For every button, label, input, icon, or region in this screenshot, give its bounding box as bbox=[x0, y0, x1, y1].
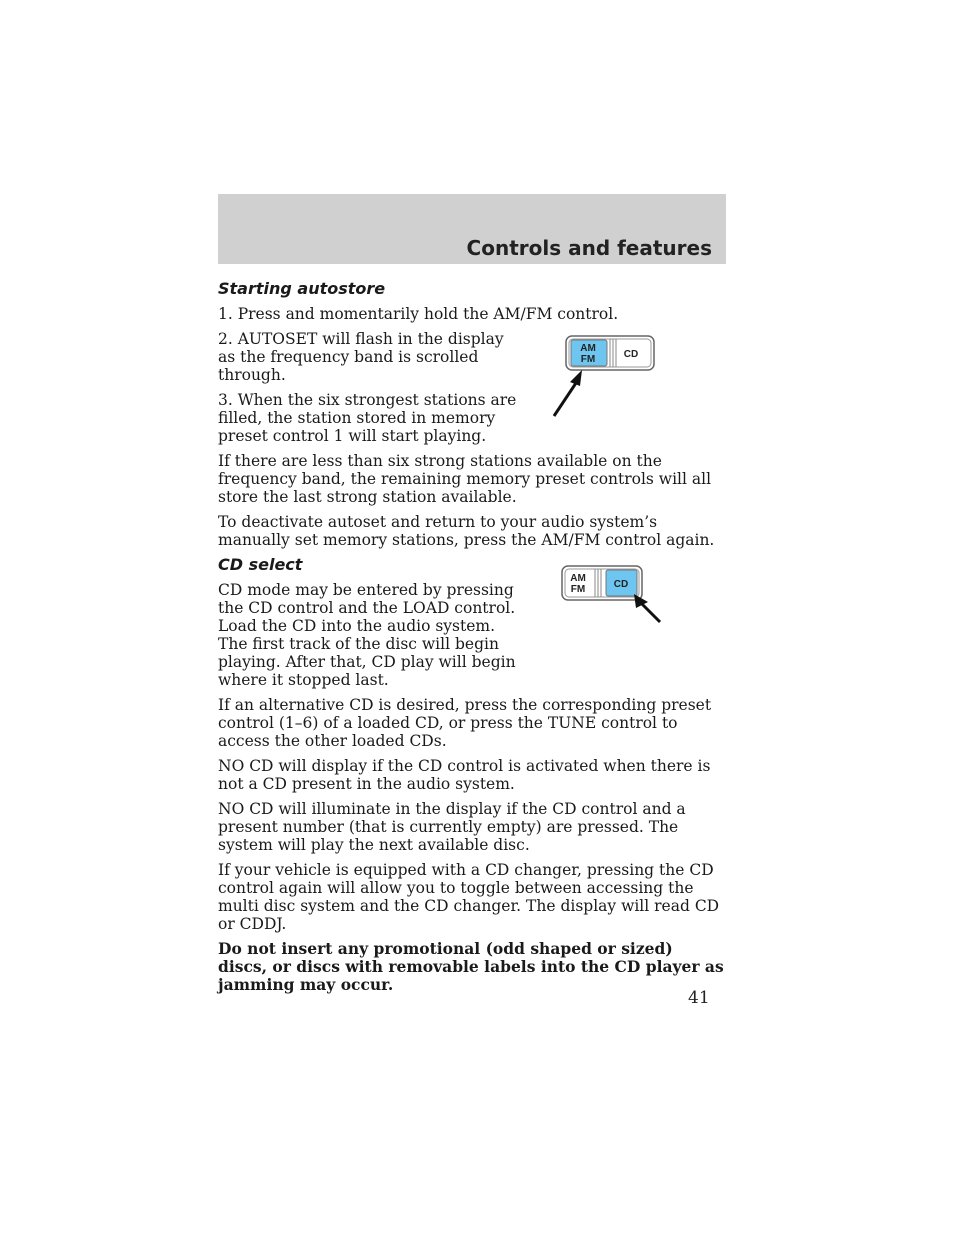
step-3: 3. When the six strongest stations are filled, the station stored in memory preset control 1 will start playing. bbox=[218, 391, 517, 445]
am-label: AM bbox=[570, 573, 586, 584]
fm-label: FM bbox=[580, 354, 596, 365]
pointer-arrow-shaft bbox=[554, 380, 578, 416]
pointer-arrow-icon bbox=[570, 370, 582, 386]
section-title: Controls and features bbox=[466, 236, 712, 260]
paragraph-cd-mode: CD mode may be entered by pressing the CD control and the LOAD control. Load the CD into the audio system. The first track of the disc will begin playing. After that, CD play will begin where it stopped last. bbox=[218, 581, 516, 689]
cd-label: CD bbox=[613, 579, 629, 590]
step-2: 2. AUTOSET will flash in the display as the frequency band is scrolled through. bbox=[218, 330, 504, 384]
fm-label: FM bbox=[570, 584, 586, 595]
heading-cd-select: CD select bbox=[218, 555, 303, 574]
warning-text: Do not insert any promotional (odd shaped or sized) discs, or discs with removable labels into the CD player as jamming may occur. bbox=[218, 939, 724, 994]
am-label: AM bbox=[580, 343, 596, 354]
figure-amfm-button bbox=[550, 330, 660, 422]
figure-cd-button bbox=[548, 560, 666, 626]
paragraph-no-cd-display: NO CD will display if the CD control is activated when there is not a CD present in the audio system. bbox=[218, 757, 711, 793]
pointer-arrow-shaft bbox=[640, 602, 660, 622]
step-1: 1. Press and momentarily hold the AM/FM control. bbox=[218, 305, 619, 323]
paragraph-less-stations: If there are less than six strong stations available on the frequency band, the remaining memory preset controls will all store the last strong station available. bbox=[218, 452, 712, 506]
paragraph-no-cd-illuminate: NO CD will illuminate in the display if the CD control and a present number (that is currently empty) are pressed. The system will play the next available disc. bbox=[218, 800, 686, 854]
paragraph-alternative-cd: If an alternative CD is desired, press the corresponding preset control (1–6) of a loaded CD, or press the TUNE control to access the other loaded CDs. bbox=[218, 696, 712, 750]
cd-label: CD bbox=[623, 349, 639, 360]
page-number: 41 bbox=[688, 988, 710, 1008]
paragraph-deactivate-autoset: To deactivate autoset and return to your audio system’s manually set memory stations, press the AM/FM control again. bbox=[218, 513, 715, 549]
header-band bbox=[218, 194, 726, 264]
paragraph-cd-changer: If your vehicle is equipped with a CD changer, pressing the CD control again will allow you to toggle between accessing the multi disc system and the CD changer. The display will read CD or CDDJ. bbox=[218, 861, 720, 933]
heading-starting-autostore: Starting autostore bbox=[218, 279, 386, 298]
